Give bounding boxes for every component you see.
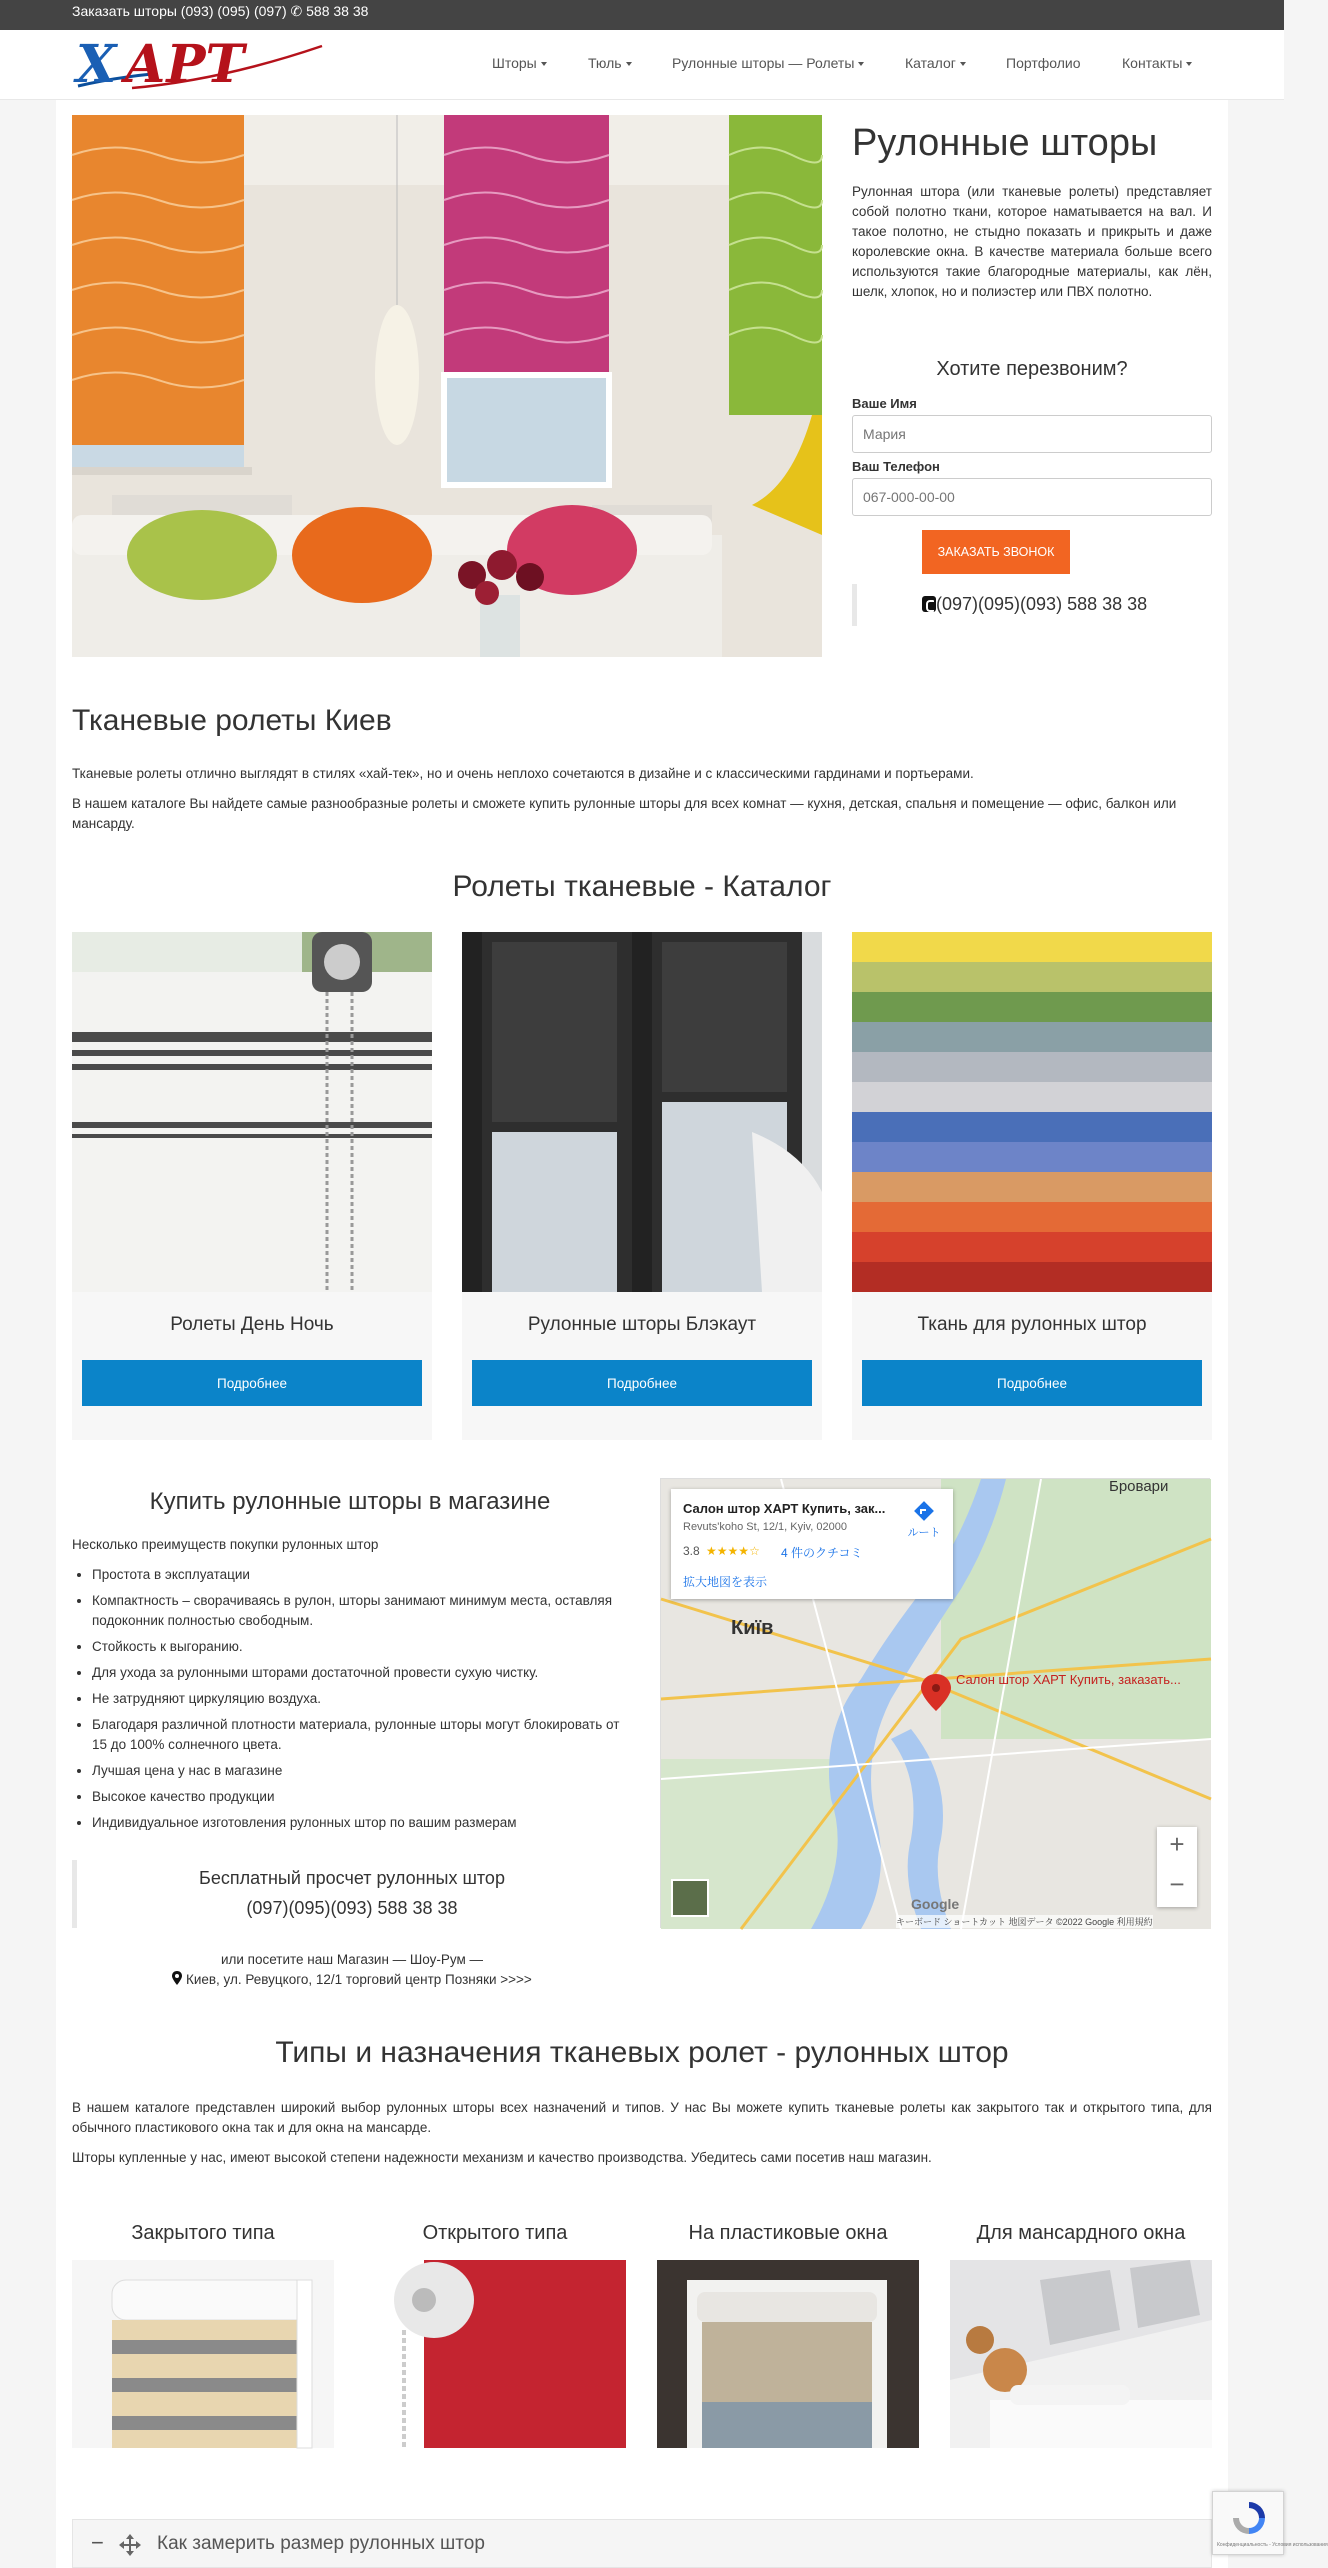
satellite-toggle[interactable] xyxy=(671,1879,709,1917)
map-info-card xyxy=(671,1489,953,1599)
catalog-card xyxy=(852,932,1212,1440)
google-logo: Google xyxy=(911,1896,960,1912)
card-title: Ролеты День Ночь xyxy=(170,1314,334,1335)
nav-label: Каталог xyxy=(905,55,956,71)
shop-title: Купить рулонные шторы в магазине xyxy=(149,1488,551,1515)
types-paragraph-2: Шторы купленные у нас, имеют высокой степени надежности механизм и качество производства. Убедитесь сами посетив наш магазин. xyxy=(72,2150,932,2165)
caret-down-icon xyxy=(626,62,632,66)
logo-graphic xyxy=(72,34,330,96)
map-enlarge-link[interactable]: 拡大地図を表示 xyxy=(683,1575,768,1589)
quote-bar xyxy=(852,584,857,626)
more-button[interactable]: Подробнее xyxy=(82,1360,422,1406)
logo-letter-x: Х xyxy=(76,34,117,95)
type-title-plastic: На пластиковые окна xyxy=(688,2222,888,2244)
minus-icon: − xyxy=(91,2530,104,2555)
free-measure-text: Бесплатный просчет рулонных штор xyxy=(199,1868,505,1888)
card-title: Рулонные шторы Блэкаут xyxy=(527,1314,757,1335)
address-link[interactable] xyxy=(72,1970,632,1990)
rating-value: 3.8 xyxy=(683,1544,700,1558)
nav-label: Контакты xyxy=(1122,55,1183,71)
type-title-closed: Закрытого типа xyxy=(131,2222,275,2244)
card-image-blackout[interactable] xyxy=(462,932,822,1292)
card-image-day-night[interactable] xyxy=(72,932,432,1292)
nav-label: Рулонные шторы — Ролеты xyxy=(672,55,855,71)
nav-item-tyul[interactable] xyxy=(588,55,632,71)
list-item: • Компактность – сворачиваясь в рулон, шторы занимают минимум места, оставляя подоконник полностью свободным. xyxy=(92,1591,632,1631)
map-city-ne-label: Бровари xyxy=(1109,1478,1169,1495)
rating-stars-icon: ★★★★☆ xyxy=(706,1544,760,1558)
order-call-button[interactable]: ЗАКАЗАТЬ ЗВОНОК xyxy=(922,530,1070,574)
caret-down-icon xyxy=(960,62,966,66)
nav-label: Шторы xyxy=(492,55,537,71)
types-paragraph-1: В нашем каталоге представлен широкий выбор рулонных шторы всех назначений и типов. У нас Вы можете купить тканевые ролеты как закрытого так и открытого типа, для обычного пластикового окна так и для окна на мансарде. xyxy=(72,2100,1212,2135)
list-item: • Высокое качество продукции xyxy=(92,1787,632,1807)
callback-phone[interactable] xyxy=(922,594,1147,615)
more-button[interactable]: Подробнее xyxy=(862,1360,1202,1406)
map-place-name: Салон штор ХАРТ Купить, зак... xyxy=(683,1501,886,1516)
map-marker-icon xyxy=(172,1971,182,1985)
more-button[interactable]: Подробнее xyxy=(472,1360,812,1406)
callback-phone-text: (097)(095)(093) 588 38 38 xyxy=(936,594,1148,614)
nav-item-kontakty[interactable] xyxy=(1122,55,1192,71)
recaptcha-badge[interactable] xyxy=(1212,2491,1328,2555)
list-item: • Стойкость к выгоранию. xyxy=(92,1637,632,1657)
type-title-mansard: Для мансардного окна xyxy=(976,2222,1186,2244)
type-image-mansard[interactable] xyxy=(950,2260,1212,2448)
page-title: Рулонные шторы xyxy=(852,122,1158,164)
accordion-measure[interactable] xyxy=(72,2519,1212,2568)
visit-text: или посетите наш Магазин — Шоу-Рум — xyxy=(220,1952,484,1967)
list-item: • Благодаря различной плотности материала, рулонные шторы могут блокировать от 15 до 100% солнечного цвета. xyxy=(92,1715,632,1755)
caret-down-icon xyxy=(858,62,864,66)
card-image-fabric[interactable] xyxy=(852,932,1212,1292)
recaptcha-text: Конфиденциальность - Условия использования xyxy=(1217,2542,1328,2548)
google-map[interactable] xyxy=(660,1478,1210,1928)
phone-icon xyxy=(922,596,936,612)
list-item: • Не затрудняют циркуляцию воздуха. xyxy=(92,1689,632,1709)
nav-item-shtory[interactable] xyxy=(492,55,547,71)
callback-title: Хотите перезвоним? xyxy=(936,358,1128,380)
nav-item-rolety[interactable] xyxy=(672,55,864,71)
type-image-plastic[interactable] xyxy=(657,2260,919,2448)
route-label: ルート xyxy=(907,1527,941,1539)
map-zoom-control xyxy=(1157,1827,1197,1907)
card-title: Ткань для рулонных штор xyxy=(917,1314,1147,1335)
phone-label: Ваш Телефон xyxy=(852,459,940,474)
catalog-card xyxy=(72,932,432,1440)
topbar-phone-text[interactable]: Заказать шторы (093) (095) (097) ✆ 588 38 38 xyxy=(72,3,369,19)
type-image-closed[interactable] xyxy=(72,2260,334,2448)
zoom-in-button[interactable]: + xyxy=(1169,1829,1185,1859)
nav-item-portfolio[interactable] xyxy=(1006,55,1081,71)
type-title-open: Открытого типа xyxy=(422,2222,568,2244)
map-reviews-link[interactable]: 4 件のクチコミ xyxy=(781,1546,863,1560)
list-item: • Для ухода за рулонными шторами достаточной провести сухую чистку. xyxy=(92,1663,632,1683)
nav-item-katalog[interactable] xyxy=(905,55,966,71)
list-item: • Простота в эксплуатации xyxy=(92,1565,632,1585)
types-title: Типы и назначения тканевых ролет - рулонных штор xyxy=(275,2036,1009,2069)
move-arrows-icon xyxy=(119,2534,141,2556)
map-place-address: Revuts'koho St, 12/1, Kyiv, 02000 xyxy=(683,1521,847,1533)
map-marker-label: Салон штор ХАРТ Купить, заказать... xyxy=(956,1672,1181,1687)
catalog-card xyxy=(462,932,822,1440)
list-item: • Лучшая цена у нас в магазине xyxy=(92,1761,632,1781)
address-text: Киев, ул. Ревуцкого, 12/1 торговий центр Позняки >>>> xyxy=(185,1972,532,1987)
name-input[interactable] xyxy=(852,415,1212,453)
name-label: Ваше Имя xyxy=(852,396,917,411)
navbar xyxy=(0,30,1284,100)
logo-letters-art: АРТ xyxy=(124,34,245,95)
shop-phone[interactable]: (097)(095)(093) 588 38 38 xyxy=(246,1898,458,1918)
fabric-paragraph-1: Тканевые ролеты отлично выглядят в стилях «хай-тек», но и очень неплохо сочетаются в дизайне и с классическими гардинами и портьерами. xyxy=(72,766,974,781)
phone-input[interactable] xyxy=(852,478,1212,516)
type-image-open[interactable] xyxy=(364,2260,626,2448)
fabric-paragraph-2: В нашем каталоге Вы найдете самые разнообразные ролеты и сможете купить рулонные шторы для всех комнат — кухня, детская, спальня и помещение — офис, балкон или мансарду. xyxy=(72,796,1177,831)
hero-intro: Рулонная штора (или тканевые ролеты) представляет собой полотно ткани, которое наматывается на вал. И такое полотно, не стыдно показать и прикрыть и даже королевские окна. В качестве материала больше всего используются такие благородные материалы, как лён, шелк, хлопок, но и полиэстер или ПВХ полотно. xyxy=(852,184,1212,299)
map-footer[interactable]: キーボード ショートカット 地図データ ©2022 Google 利用規約 xyxy=(896,1917,1153,1927)
catalog-title: Ролеты тканевые - Каталог xyxy=(452,870,832,903)
nav-label: Тюль xyxy=(588,55,622,71)
map-city-label: Київ xyxy=(731,1617,774,1639)
map-rating xyxy=(683,1544,760,1558)
directions-icon xyxy=(914,1501,934,1521)
caret-down-icon xyxy=(1186,62,1192,66)
advantages-list xyxy=(72,1565,632,1839)
zoom-out-button[interactable]: − xyxy=(1169,1869,1185,1899)
fabric-title: Тканевые ролеты Киев xyxy=(72,704,392,737)
nav-label: Портфолио xyxy=(1006,55,1081,71)
map-route-button[interactable] xyxy=(905,1501,943,1540)
accordion-title: Как замерить размер рулонных штор xyxy=(157,2533,485,2554)
hero-image xyxy=(72,115,822,657)
top-bar xyxy=(0,0,1284,30)
shop-lead: Несколько преимуществ покупки рулонных штор xyxy=(72,1537,379,1552)
list-item: • Индивидуальное изготовления рулонных штор по вашим размерам xyxy=(92,1813,632,1833)
caret-down-icon xyxy=(541,62,547,66)
recaptcha-icon xyxy=(1229,2498,1269,2538)
logo[interactable] xyxy=(72,34,330,96)
